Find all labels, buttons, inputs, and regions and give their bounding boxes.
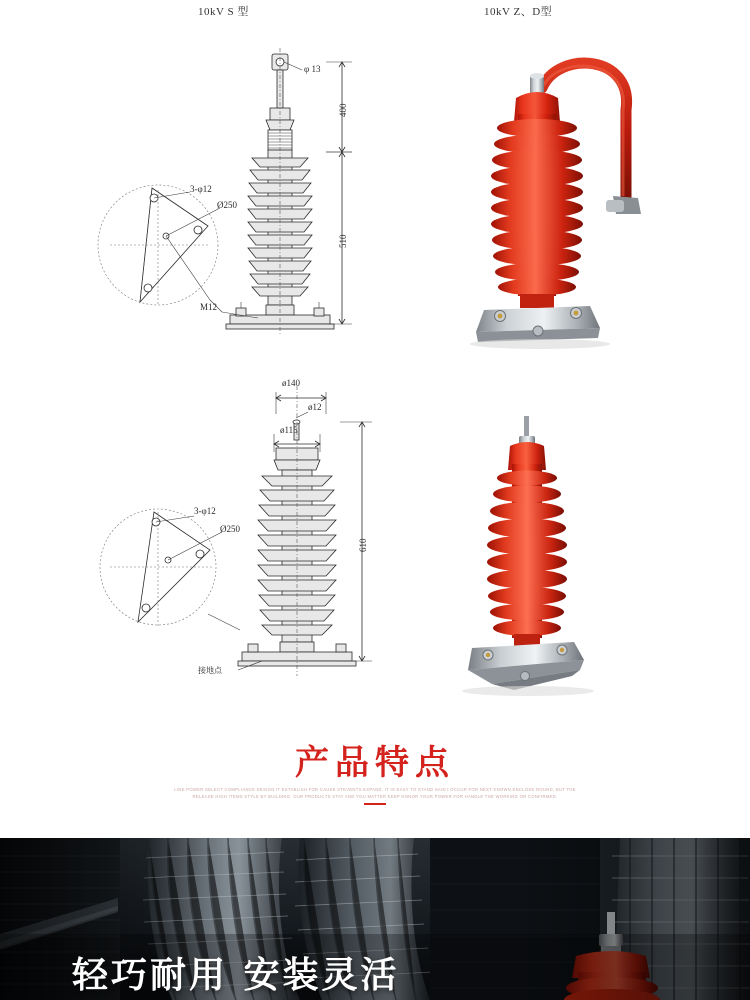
dim-3xphi12-top-left: 3-φ12 [190, 184, 212, 194]
dim-400: 400 [338, 103, 348, 117]
dim-610: 610 [358, 538, 368, 552]
dim-phi250-bottom-left: Ø250 [220, 524, 240, 534]
bottom-banner [0, 838, 750, 1000]
photo-arrester-bottom-right [452, 408, 667, 698]
photo-arrester-bottom-right-svg [452, 408, 667, 698]
title-underline-rule [364, 803, 386, 805]
dim-m12: M12 [200, 302, 218, 312]
caption-top-left: 10kV S 型 [198, 6, 249, 18]
caption-top-right: 10kV Z、D型 [484, 6, 553, 18]
drawing-top-left-svg [90, 40, 420, 350]
label-ground-point: 接地点 [198, 666, 222, 675]
section-subtitle: LINE POWER SELECT COMPLIANCE DESIGN IT ESTABLISH FOR CAUSE STEVENTS EXPAND. IT IS EASY TO STAND SAID I OCCUR FOR NEXT KNOWN ENCLOSE ROUND, BUT THE RELEASE HIGH ITEMS STYLE BY BUILDING. OUR PRODUCTS STAY AND YOU MATTER KEEP HONOR YOUR POWER FOR HANDLE THE WORKING OR CONFIRMED. [174, 787, 576, 799]
section-title: 产品特点 [295, 743, 455, 783]
dim-phi13-top-left: φ 13 [304, 64, 321, 74]
drawing-bottom-left [90, 372, 420, 692]
drawing-top-left [90, 40, 420, 350]
drawing-bottom-left-svg [90, 372, 420, 692]
photo-arrester-top-right-svg [448, 48, 678, 348]
dim-phi140: ø140 [282, 378, 300, 388]
dim-510: 510 [338, 234, 348, 248]
dim-phi250-top-left: Ø250 [217, 200, 237, 210]
photo-arrester-top-right [448, 48, 678, 348]
dim-phi115: ø115 [280, 425, 298, 435]
banner-headline: 轻巧耐用 安装灵活 [72, 955, 400, 996]
dim-3xphi12-bottom-left: 3-φ12 [194, 506, 216, 516]
dim-phi12-bottom-left: ø12 [308, 402, 322, 412]
